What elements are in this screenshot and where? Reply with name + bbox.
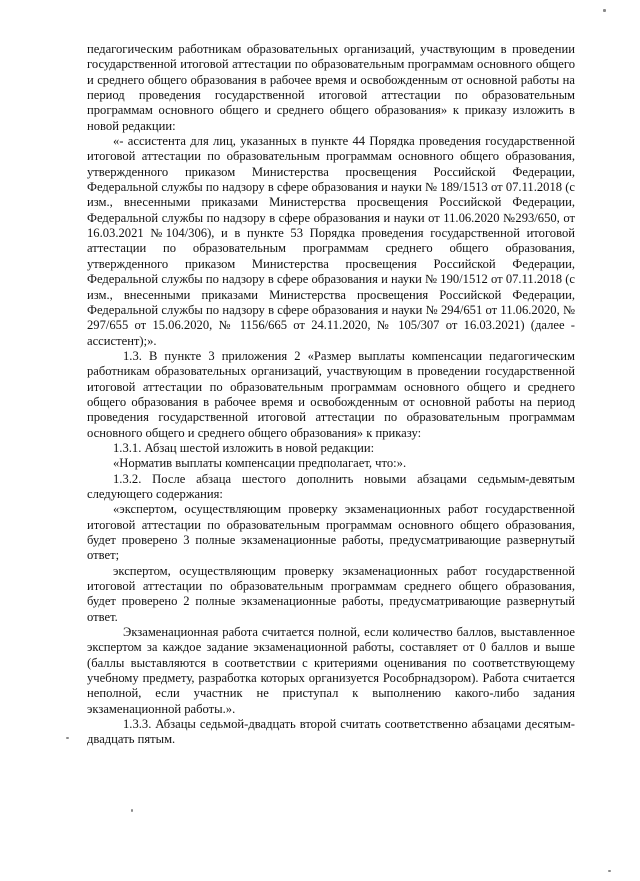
paragraph-6: 1.3.2. После абзаца шестого дополнить новыми абзацами седьмым-девятым следующего содержания: [87,471,575,501]
scan-speck [131,809,133,812]
document-body [87,42,575,748]
scan-speck [66,737,69,739]
paragraph-7: «экспертом, осуществляющим проверку экзаменационных работ государственной итоговой аттестации по образовательным программам основного общего образования, будет проверено 3 полные экзаменационные работы, предусматривающие развернутый ответ; [87,502,575,563]
paragraph-2: «- ассистента для лиц, указанных в пункте 44 Порядка проведения государственной итоговой аттестации по образовательным программам основного общего образования, утвержденного приказом Министерства просвещения Российской Федерации, Федеральной службы по надзору в сфере образования и науки № 189/1513 от 07.11.2018 (с изм., внесенными приказами Министерства просвещения Российской Федерации, Федеральной службы по надзору в сфере образования и науки от 11.06.2020 №293/650, от 16.03.2021 №104/306), и в пункте 53 Порядка проведения государственной итоговой аттестации по образовательным программам среднего общего образования, утвержденного приказом Министерства просвещения Российской Федерации, Федеральной службы по надзору в сфере образования и науки № 190/1512 от 07.11.2018 (с изм., внесенными приказами Министерства просвещения Российской Федерации, Федеральной службы по надзору в сфере образования и науки № 294/651 от 11.06.2020, № 297/655 от 15.06.2020, № 1156/665 от 24.11.2020, № 105/307 от 16.03.2021) (далее - ассистент);». [87,134,575,348]
paragraph-1: педагогическим работникам образовательных организаций, участвующим в проведении государственной итоговой аттестации по образовательным программам основного общего и среднего общего образования в рабочее время и освобожденным от основной работы на период проведения государственной итоговой аттестации по образовательным программам основного общего и среднего общего образования» к приказу изложить в новой редакции: [87,42,575,133]
scan-speck [603,9,606,12]
paragraph-8: экспертом, осуществляющим проверку экзаменационных работ государственной итоговой аттестации по образовательным программам среднего общего образования, будет проверено 2 полные экзаменационные работы, предусматривающие развернутый ответ. [87,563,575,624]
paragraph-5: «Норматив выплаты компенсации предполагает, что:». [113,456,407,471]
paragraph-3: 1.3. В пункте 3 приложения 2 «Размер выплаты компенсации педагогическим работникам образовательных организаций, участвующим в проведении государственной итоговой аттестации по образовательным программам основного общего и среднего общего образования в рабочее время и освобожденным от основной работы на период проведения государственной итоговой аттестации по образовательным программам основного общего и среднего общего образования» к приказу: [87,348,575,440]
paragraph-10: 1.3.3. Абзацы седьмой-двадцать второй считать соответственно абзацами десятым-двадцать пятым. [87,717,575,747]
paragraph-4: 1.3.1. Абзац шестой изложить в новой редакции: [113,440,375,455]
scan-speck [608,870,611,872]
paragraph-9: Экзаменационная работа считается полной, если количество баллов, выставленное экспертом за каждое задание экзаменационной работы, составляет от 0 баллов и выше (баллы выставляются в соответствии с критериями оценивания по соответствующему учебному предмету, разработка которых организуется Рособрнадзором). Работа считается неполной, если участник не приступал к выполнению какого-либо задания экзаменационной работы.». [87,625,575,716]
